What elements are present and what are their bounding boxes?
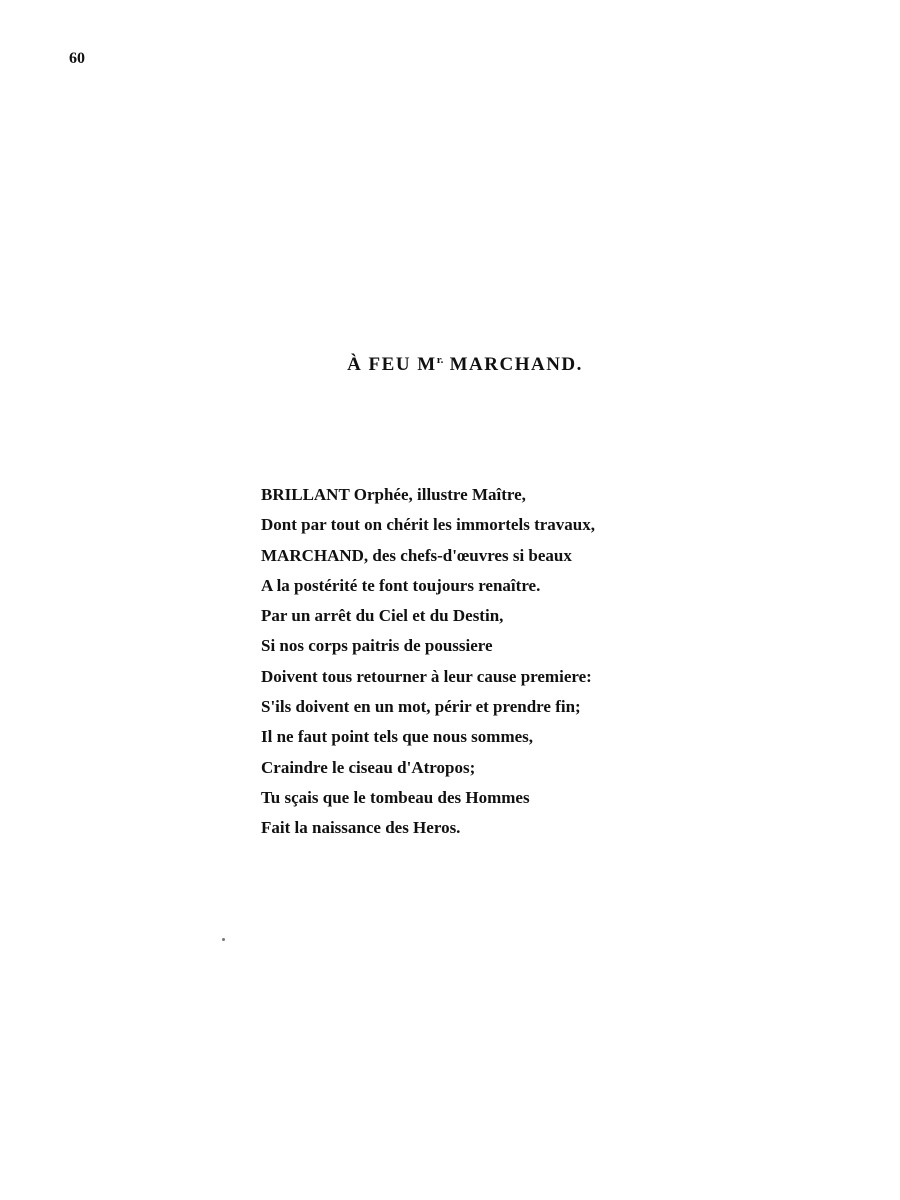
- poem-line: Par un arrêt du Ciel et du Destin,: [261, 606, 504, 626]
- poem-title: [0, 354, 900, 376]
- ink-speck: [222, 938, 225, 941]
- page-number: 60: [69, 50, 85, 67]
- poem-line: Craindre le ciseau d'Atropos;: [261, 757, 476, 777]
- title-prefix: À FEU M: [347, 354, 437, 375]
- poem-line: A la postérité te font toujours renaître.: [261, 575, 541, 595]
- poem-line: Fait la naissance des Heros.: [261, 818, 461, 838]
- poem-line: Dont par tout on chérit les immortels travaux,: [261, 515, 595, 535]
- poem-line: MARCHAND, des chefs-d'œuvres si beaux: [261, 545, 572, 565]
- poem-body: [261, 480, 595, 844]
- title-name: MARCHAND.: [443, 354, 583, 375]
- poem-line: S'ils doivent en un mot, périr et prendre fin;: [261, 697, 581, 717]
- poem-line: BRILLANT Orphée, illustre Maître,: [261, 485, 526, 504]
- poem-line: Il ne faut point tels que nous sommes,: [261, 727, 534, 747]
- poem-line: Tu sçais que le tombeau des Hommes: [261, 787, 530, 807]
- poem-line: Doivent tous retourner à leur cause premiere:: [261, 666, 592, 686]
- title-superscript: r.: [436, 354, 444, 366]
- poem-line: Si nos corps paitris de poussiere: [261, 636, 493, 656]
